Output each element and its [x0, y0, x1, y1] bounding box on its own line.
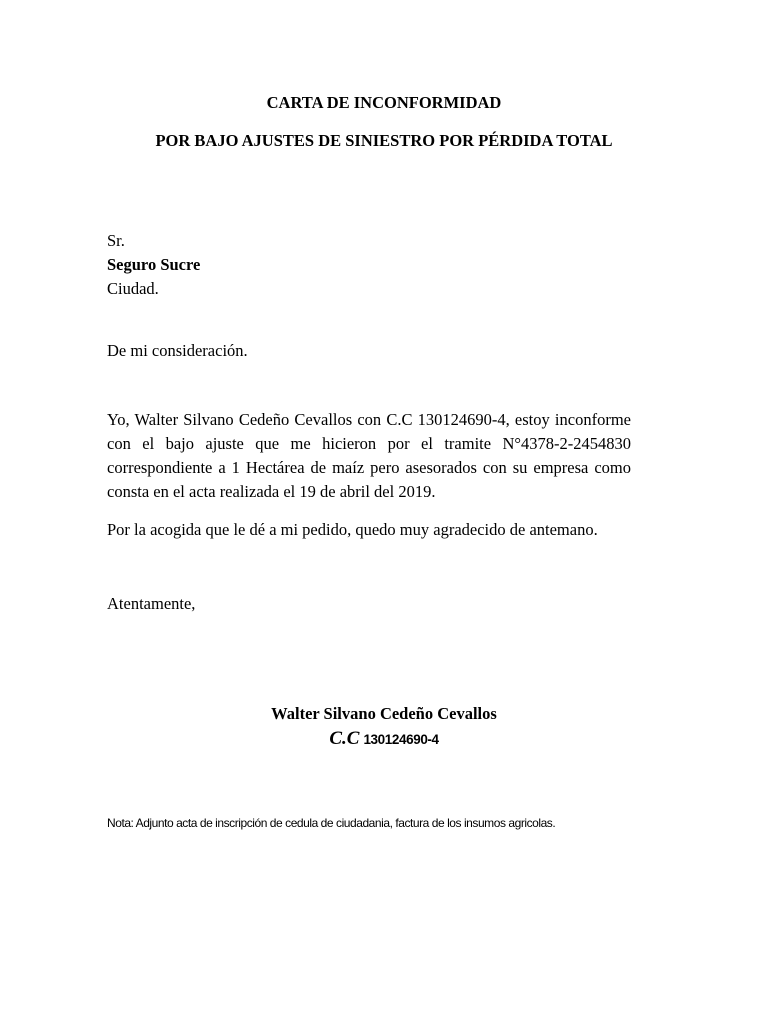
signature-id-number: 130124690-4 — [363, 732, 439, 747]
signature-id-label: C.C — [329, 728, 360, 749]
greeting: De mi consideración. — [107, 341, 248, 360]
attachment-note: Nota: Adjunto acta de inscripción de cedula de ciudadania, factura de los insumos agricolas. — [107, 816, 556, 830]
recipient-salutation: Sr. — [107, 231, 125, 250]
document-title: CARTA DE INCONFORMIDAD — [266, 93, 502, 112]
body-paragraph: Yo, Walter Silvano Cedeño Cevallos con C.C 130124690-4, estoy inconforme con el bajo ajuste que me hicieron por el tramite N°4378-2-2454830 correspondiente a 1 Hectárea de maíz pero asesorados con su empresa como consta en el acta realizada el 19 de abril del 2019. — [107, 410, 631, 501]
document-subtitle: POR BAJO AJUSTES DE SINIESTRO POR PÉRDIDA TOTAL — [155, 131, 613, 150]
signature-name: Walter Silvano Cedeño Cevallos — [271, 704, 497, 723]
sign-off: Atentamente, — [107, 594, 196, 613]
signature-id — [0, 728, 768, 751]
recipient-city: Ciudad. — [107, 279, 159, 298]
closing-paragraph: Por la acogida que le dé a mi pedido, quedo muy agradecido de antemano. — [107, 520, 598, 539]
recipient-company: Seguro Sucre — [107, 255, 201, 274]
